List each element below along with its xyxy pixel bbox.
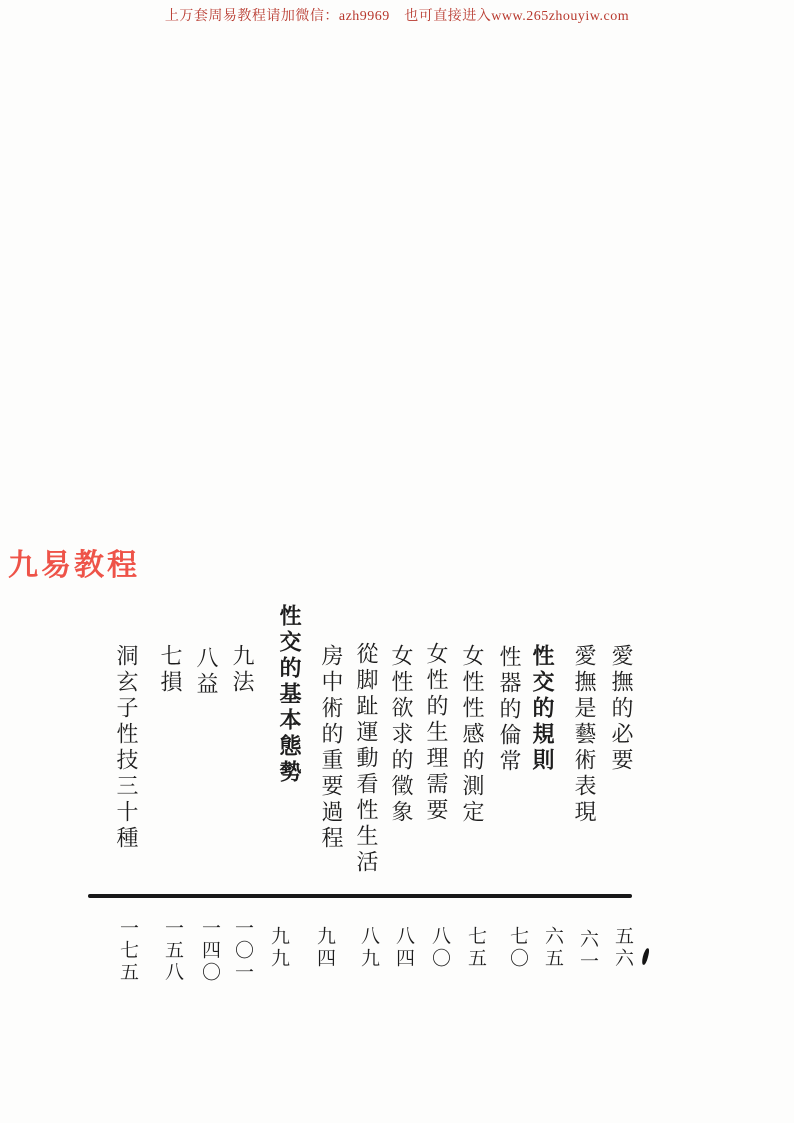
toc-entry-page-number: 六一: [577, 929, 598, 973]
toc-entry-page-number: 八四: [393, 926, 414, 970]
toc-entry-title: 愛撫的必要: [609, 644, 634, 774]
toc-entry-title: 性交的規則: [530, 644, 555, 774]
toc-entry-page-number: 七〇: [507, 926, 528, 970]
toc-entry-page-number: 一〇一: [232, 918, 253, 984]
toc-entry-title: 七損: [158, 644, 183, 696]
watermark-text: 九易教程: [8, 549, 140, 582]
toc-entry-page-number: 一七五: [117, 918, 138, 984]
toc-entry-page-number: 九四: [314, 926, 335, 970]
toc-entry-title: 性交的基本態勢: [277, 604, 302, 786]
toc-entry-title: 女性性感的測定: [460, 644, 485, 826]
toc-entry-title: 洞玄子性技三十種: [114, 644, 139, 852]
toc-entry-page-number: 六五: [542, 926, 563, 970]
toc-entry-page-number: 一四〇: [199, 918, 220, 984]
toc-entry-page-number: 五六: [612, 926, 633, 970]
divider-line: [88, 894, 632, 898]
toc-entry-title: 女性欲求的徵象: [389, 644, 414, 826]
toc-entry-title: 愛撫是藝術表現: [572, 644, 597, 826]
toc-entry-title: 性器的倫常: [497, 645, 522, 775]
toc-entry-page-number: 八〇: [429, 926, 450, 970]
toc-entry-page-number: 九九: [268, 926, 289, 970]
toc-entry-page-number: 八九: [358, 926, 379, 970]
ink-mark: [641, 948, 650, 966]
header-banner-text: 上万套周易教程请加微信：azh9969 也可直接进入www.265zhouyiw.com: [164, 9, 630, 24]
toc-entry-title: 八益: [194, 646, 219, 698]
toc-entry-page-number: 一五八: [162, 918, 183, 984]
toc-entry-title: 女性的生理需要: [424, 642, 449, 824]
toc-entry-page-number: 七五: [465, 926, 486, 970]
toc-entry-title: 九法: [230, 644, 255, 696]
toc-entry-title: 從脚趾運動看性生活: [354, 642, 379, 876]
toc-entry-title: 房中術的重要過程: [319, 644, 344, 852]
